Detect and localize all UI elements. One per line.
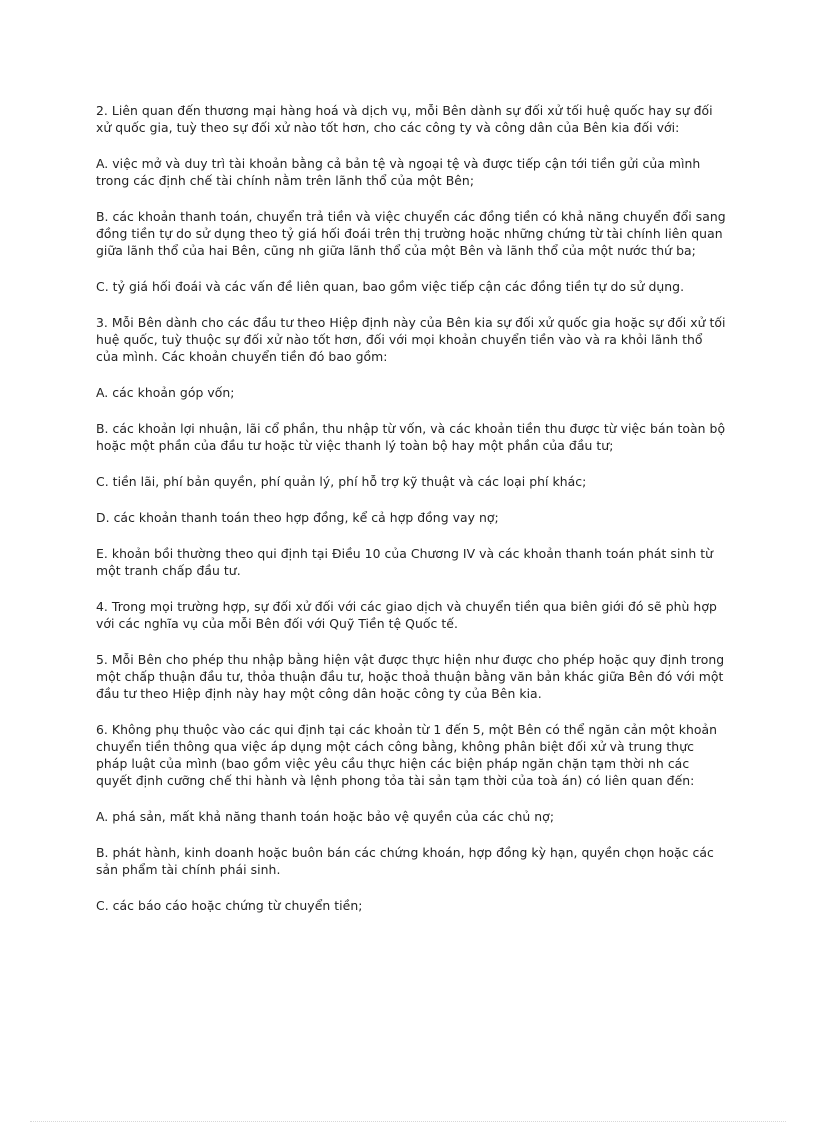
paragraph-5: 5. Mỗi Bên cho phép thu nhập bằng hiện vật được thực hiện như được cho phép hoặc quy định trong một chấp thuận đầu tư, thỏa thuận đầu tư, hoặc thoả thuận bằng văn bản khác giữa Bên đó với một đầu tư theo Hiệp định này hay một công dân hoặc công ty của Bên kia. [96, 652, 725, 701]
paragraph-3d: D. các khoản thanh toán theo hợp đồng, kể cả hợp đồng vay nợ; [96, 510, 499, 525]
paragraph-6b: B. phát hành, kinh doanh hoặc buôn bán các chứng khoán, hợp đồng kỳ hạn, quyền chọn hoặc các sản phẩm tài chính phái sinh. [96, 845, 714, 877]
paragraph-2b: B. các khoản thanh toán, chuyển trả tiền và việc chuyển các đồng tiền có khả năng chuyển đổi sang đồng tiền tự do sử dụng theo tỷ giá hối đoái trên thị trường hoặc những chứng từ tài chính liên quan giữa lãnh thổ của hai Bên, cũng nh giữa lãnh thổ của một Bên và lãnh thổ của một nước thứ ba; [96, 209, 726, 258]
paragraph-4: 4. Trong mọi trường hợp, sự đối xử đối với các giao dịch và chuyển tiền qua biên giới đó sẽ phù hợp với các nghĩa vụ của mỗi Bên đối với Quỹ Tiền tệ Quốc tế. [96, 599, 717, 631]
paragraph-3a: A. các khoản góp vốn; [96, 385, 235, 400]
paragraph-3c: C. tiền lãi, phí bản quyền, phí quản lý, phí hỗ trợ kỹ thuật và các loại phí khác; [96, 474, 587, 489]
paragraph-3: 3. Mỗi Bên dành cho các đầu tư theo Hiệp định này của Bên kia sự đối xử quốc gia hoặc sự đối xử tối huệ quốc, tuỳ thuộc sự đối xử nào tốt hơn, đối với mọi khoản chuyển tiền vào và ra khỏi lãnh thổ của mình. Các khoản chuyển tiền đó bao gồm: [96, 315, 726, 364]
paragraph-2a: A. việc mở và duy trì tài khoản bằng cả bản tệ và ngoại tệ và được tiếp cận tới tiền gửi của mình trong các định chế tài chính nằm trên lãnh thổ của một Bên; [96, 156, 701, 188]
paragraph-3b: B. các khoản lợi nhuận, lãi cổ phần, thu nhập từ vốn, và các khoản tiền thu được từ việc bán toàn bộ hoặc một phần của đầu tư hoặc từ việc thanh lý toàn bộ hay một phần của đầu tư; [96, 421, 726, 453]
paragraph-6: 6. Không phụ thuộc vào các qui định tại các khoản từ 1 đến 5, một Bên có thể ngăn cản một khoản chuyển tiền thông qua việc áp dụng một cách công bằng, không phân biệt đối xử và trung thực pháp luật của mình (bao gồm việc yêu cầu thực hiện các biện pháp ngăn chặn tạm thời nh các quyết định cưỡng chế thi hành và lệnh phong tỏa tài sản tạm thời của toà án) có liên quan đến: [96, 722, 718, 788]
paragraph-6c: C. các báo cáo hoặc chứng từ chuyển tiền; [96, 898, 363, 913]
paragraph-3e: E. khoản bồi thường theo qui định tại Điều 10 của Chương IV và các khoản thanh toán phát sinh từ một tranh chấp đầu tư. [96, 546, 714, 578]
paragraph-6a: A. phá sản, mất khả năng thanh toán hoặc bảo vệ quyền của các chủ nợ; [96, 809, 555, 824]
paragraph-2c: C. tỷ giá hối đoái và các vấn đề liên quan, bao gồm việc tiếp cận các đồng tiền tự do sử dụng. [96, 279, 685, 294]
paragraph-2: 2. Liên quan đến thương mại hàng hoá và dịch vụ, mỗi Bên dành sự đối xử tối huệ quốc hay sự đối xử quốc gia, tuỳ theo sự đối xử nào tốt hơn, cho các công ty và công dân của Bên kia đối với: [96, 103, 713, 135]
page-bottom-divider [30, 1121, 786, 1122]
document-body [96, 102, 726, 933]
